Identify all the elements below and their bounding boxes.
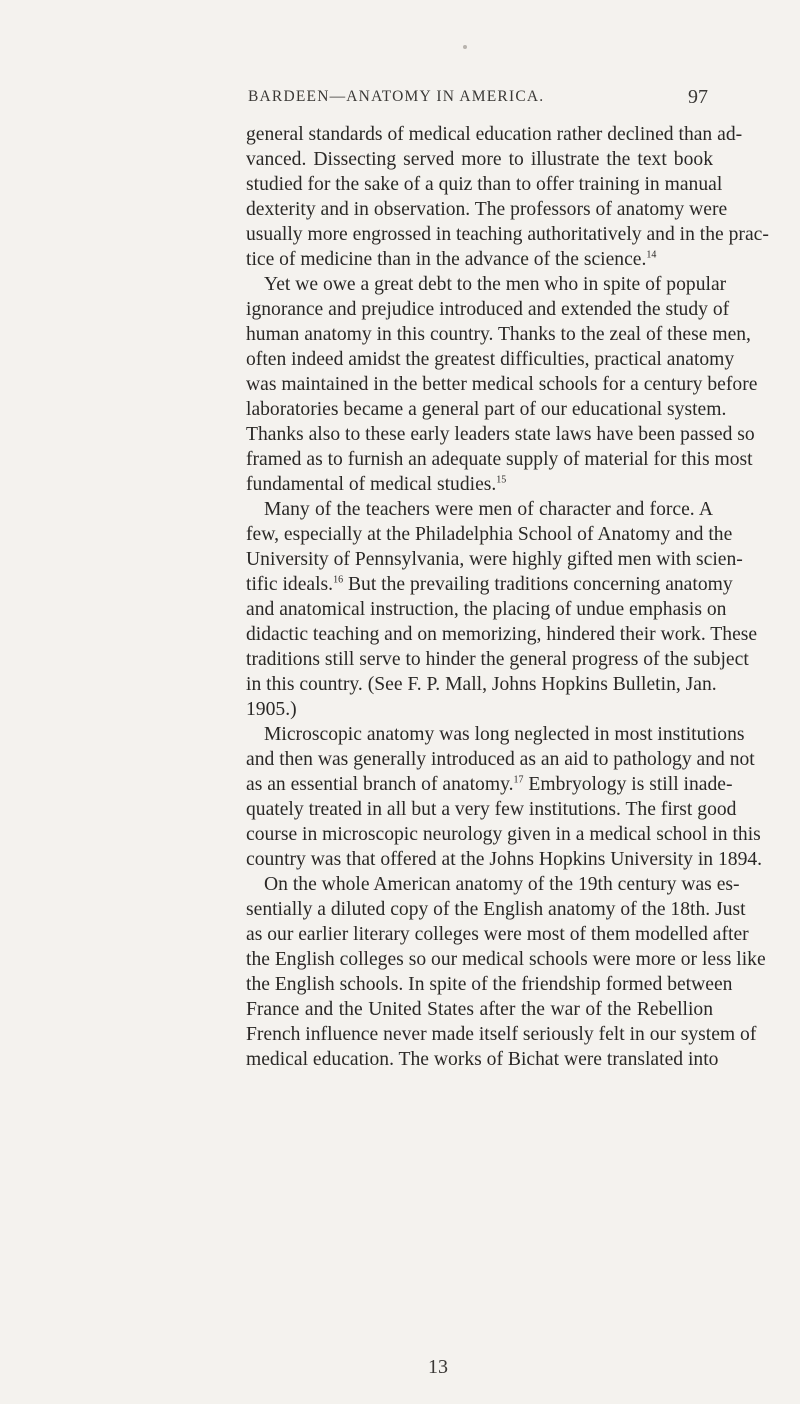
footnote-ref: 16 <box>333 574 344 586</box>
text-line: France and the United States after the war of the Rebellion <box>246 999 713 1020</box>
text-line: and then was generally introduced as an aid to pathology and not <box>246 749 755 770</box>
text-line: On the whole American anatomy of the 19th century was es- <box>264 874 740 895</box>
text-line: University of Pennsylvania, were highly gifted men with scien- <box>246 549 743 570</box>
text-line: was maintained in the better medical schools for a century before <box>246 374 758 395</box>
text-line: didactic teaching and on memorizing, hindered their work. These <box>246 624 758 645</box>
signature-mark: 13 <box>428 1356 448 1378</box>
text-line: studied for the sake of a quiz than to offer training in manual <box>246 174 723 195</box>
text-line: laboratories became a general part of our educational system. <box>246 399 727 420</box>
text-line: tific ideals.$^{16}$ But the prevailing traditions concerning anatomy <box>246 574 733 595</box>
body-text <box>246 122 769 1072</box>
page-number: 97 <box>688 86 708 108</box>
text-line: Many of the teachers were men of character and force. A <box>264 499 713 520</box>
text-line: quately treated in all but a very few institutions. The first good <box>246 799 737 820</box>
text-line: sentially a diluted copy of the English anatomy of the 18th. Just <box>246 899 746 920</box>
text-line: the English colleges so our medical schools were more or less like <box>246 949 766 970</box>
text-line: 1905.) <box>246 699 297 720</box>
text-line: dexterity and in observation. The professors of anatomy were <box>246 199 728 220</box>
text-line: as an essential branch of anatomy.$^{17}$ Embryology is still inade- <box>246 774 733 795</box>
footnote-ref: 15 <box>496 474 507 486</box>
text-line: Microscopic anatomy was long neglected in most institutions <box>264 724 745 745</box>
text-line: the English schools. In spite of the friendship formed between <box>246 974 733 995</box>
text-line: as our earlier literary colleges were most of them modelled after <box>246 924 749 945</box>
text-line: often indeed amidst the greatest difficulties, practical anatomy <box>246 349 735 370</box>
ink-speck <box>463 45 467 49</box>
text-line: usually more engrossed in teaching authoritatively and in the prac- <box>246 224 769 245</box>
text-line: framed as to furnish an adequate supply of material for this most <box>246 449 753 470</box>
footnote-ref: 14 <box>646 249 657 261</box>
text-line: Yet we owe a great debt to the men who in spite of popular <box>264 274 727 295</box>
text-line: few, especially at the Philadelphia School of Anatomy and the <box>246 524 733 545</box>
text-line: medical education. The works of Bichat were translated into <box>246 1049 719 1070</box>
text-line: fundamental of medical studies.$^{15}$ <box>246 474 507 495</box>
footnote-ref: 17 <box>513 774 524 786</box>
text-line: vanced. Dissecting served more to illustrate the text book <box>246 149 713 170</box>
running-title: BARDEEN—ANATOMY IN AMERICA. <box>248 88 545 105</box>
text-line: in this country. (See F. P. Mall, Johns Hopkins Bulletin, Jan. <box>246 674 717 695</box>
text-line: and anatomical instruction, the placing of undue emphasis on <box>246 599 727 620</box>
text-line: French influence never made itself seriously felt in our system of <box>246 1024 757 1045</box>
text-line: traditions still serve to hinder the general progress of the subject <box>246 649 749 670</box>
text-line: Thanks also to these early leaders state laws have been passed so <box>246 424 755 445</box>
text-line: course in microscopic neurology given in a medical school in this <box>246 824 761 845</box>
text-line: general standards of medical education rather declined than ad- <box>246 124 743 145</box>
running-head <box>248 86 708 110</box>
text-line: ignorance and prejudice introduced and extended the study of <box>246 299 730 320</box>
text-line: country was that offered at the Johns Hopkins University in 1894. <box>246 849 763 870</box>
text-line: human anatomy in this country. Thanks to the zeal of these men, <box>246 324 751 345</box>
text-line: tice of medicine than in the advance of the science.$^{14}$ <box>246 249 657 270</box>
